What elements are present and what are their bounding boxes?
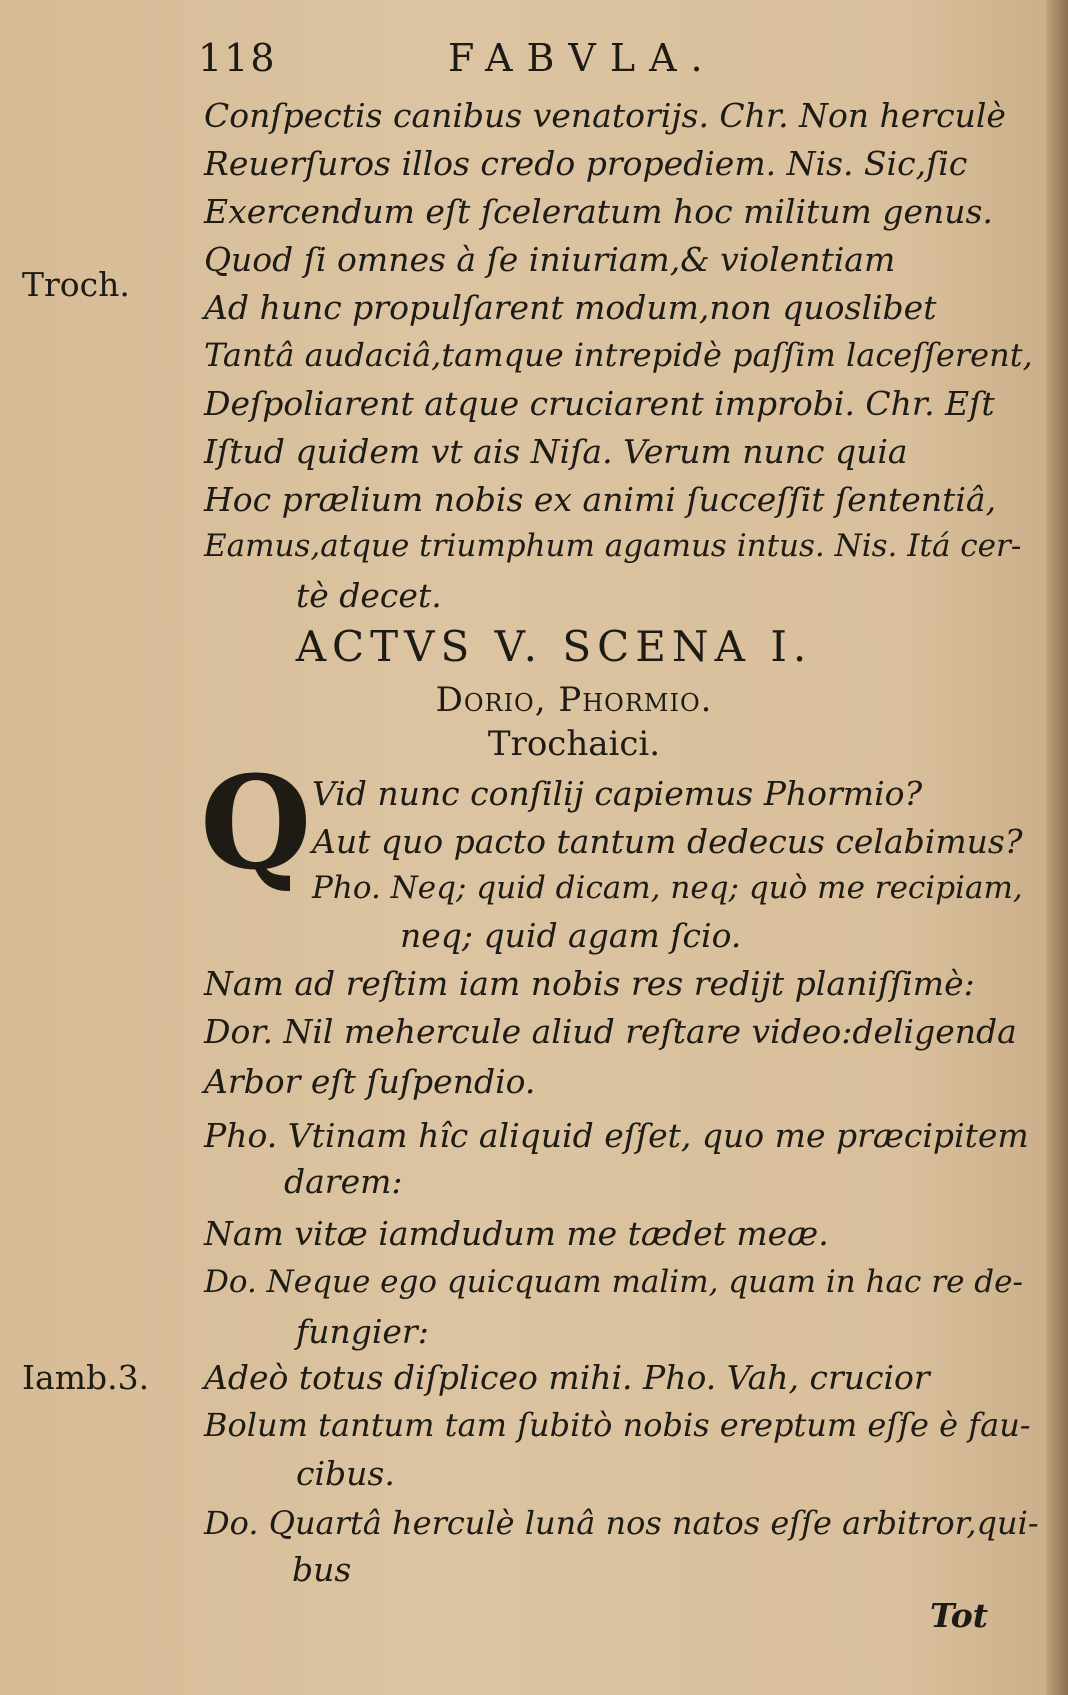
verse-line-continuation: cibus. <box>296 1454 395 1493</box>
verse-line: Pho. Vtinam hîc aliquid eſſet, quo me præcipitem <box>204 1116 1029 1155</box>
verse-line: Iſtud quidem vt ais Niſa. Verum nunc quia <box>204 432 908 471</box>
verse-line: Adeò totus diſpliceo mihi. Pho. Vah, crucior <box>204 1358 930 1397</box>
verse-line-continuation: fungier: <box>296 1312 429 1351</box>
page-edge <box>1046 0 1068 1695</box>
verse-line: Hoc prælium nobis ex animi ſucceſſit ſententiâ, <box>204 480 997 519</box>
verse-line: Aut quo pacto tantum dedecus celabimus? <box>312 822 1023 861</box>
verse-line: Conſpectis canibus venatorijs. Chr. Non herculè <box>204 96 1006 135</box>
verse-line: Pho. Neq; quid dicam, neq; quò me recipiam, <box>312 870 1023 906</box>
verse-line: Vid nunc conſilij capiemus Phormio? <box>312 774 923 813</box>
verse-line: Nam ad reſtim iam nobis res redijt planiſſimè: <box>204 964 975 1003</box>
margin-note-troch: Troch. <box>22 265 130 304</box>
verse-line-continuation: bus <box>292 1550 352 1589</box>
verse-line: Bolum tantum tam ſubitò nobis ereptum eſſe è fau- <box>204 1406 1031 1444</box>
act-scene-heading: ACTVS V. SCENA I. <box>295 622 813 671</box>
verse-line: Exercendum eſt ſceleratum hoc militum genus. <box>204 192 993 231</box>
verse-line-continuation: neq; quid agam ſcio. <box>400 916 742 955</box>
verse-line: Reuerſuros illos credo propediem. Nis. Sic,ſic <box>204 144 968 183</box>
verse-line: Arbor eſt ſuſpendio. <box>204 1062 536 1101</box>
verse-line-continuation: tè decet. <box>296 576 442 615</box>
margin-note-iamb: Iamb.3. <box>22 1358 150 1397</box>
verse-line-continuation: darem: <box>284 1162 403 1201</box>
verse-line: Deſpoliarent atque cruciarent improbi. Chr. Eſt <box>204 384 995 423</box>
verse-line: Tantâ audaciâ,tamque intrepidè paſſim laceſſerent, <box>204 336 1033 374</box>
page-number: 118 <box>198 36 277 80</box>
verse-line: Dor. Nil mehercule aliud reſtare video:deligenda <box>204 1012 1017 1051</box>
verse-line: Eamus,atque triumphum agamus intus. Nis. Itá cer- <box>204 528 1022 564</box>
verse-line: Do. Quartâ herculè lunâ nos natos eſſe arbitror,qui- <box>204 1504 1039 1542</box>
verse-line: Ad hunc propulſarent modum,non quoslibet <box>204 288 937 327</box>
dramatis-personae: Dorio, Phormio. <box>435 680 713 720</box>
verse-line: Do. Neque ego quicquam malim, quam in hac re de- <box>204 1264 1023 1300</box>
catchword: Tot <box>930 1596 989 1635</box>
drop-cap: Q <box>200 749 312 899</box>
running-title: FABVLA. <box>448 36 717 80</box>
verse-line: Quod ſi omnes à ſe iniuriam,& violentiam <box>204 240 896 279</box>
meter-label: Trochaici. <box>487 724 661 764</box>
verse-line: Nam vitæ iamdudum me tædet meæ. <box>204 1214 829 1253</box>
